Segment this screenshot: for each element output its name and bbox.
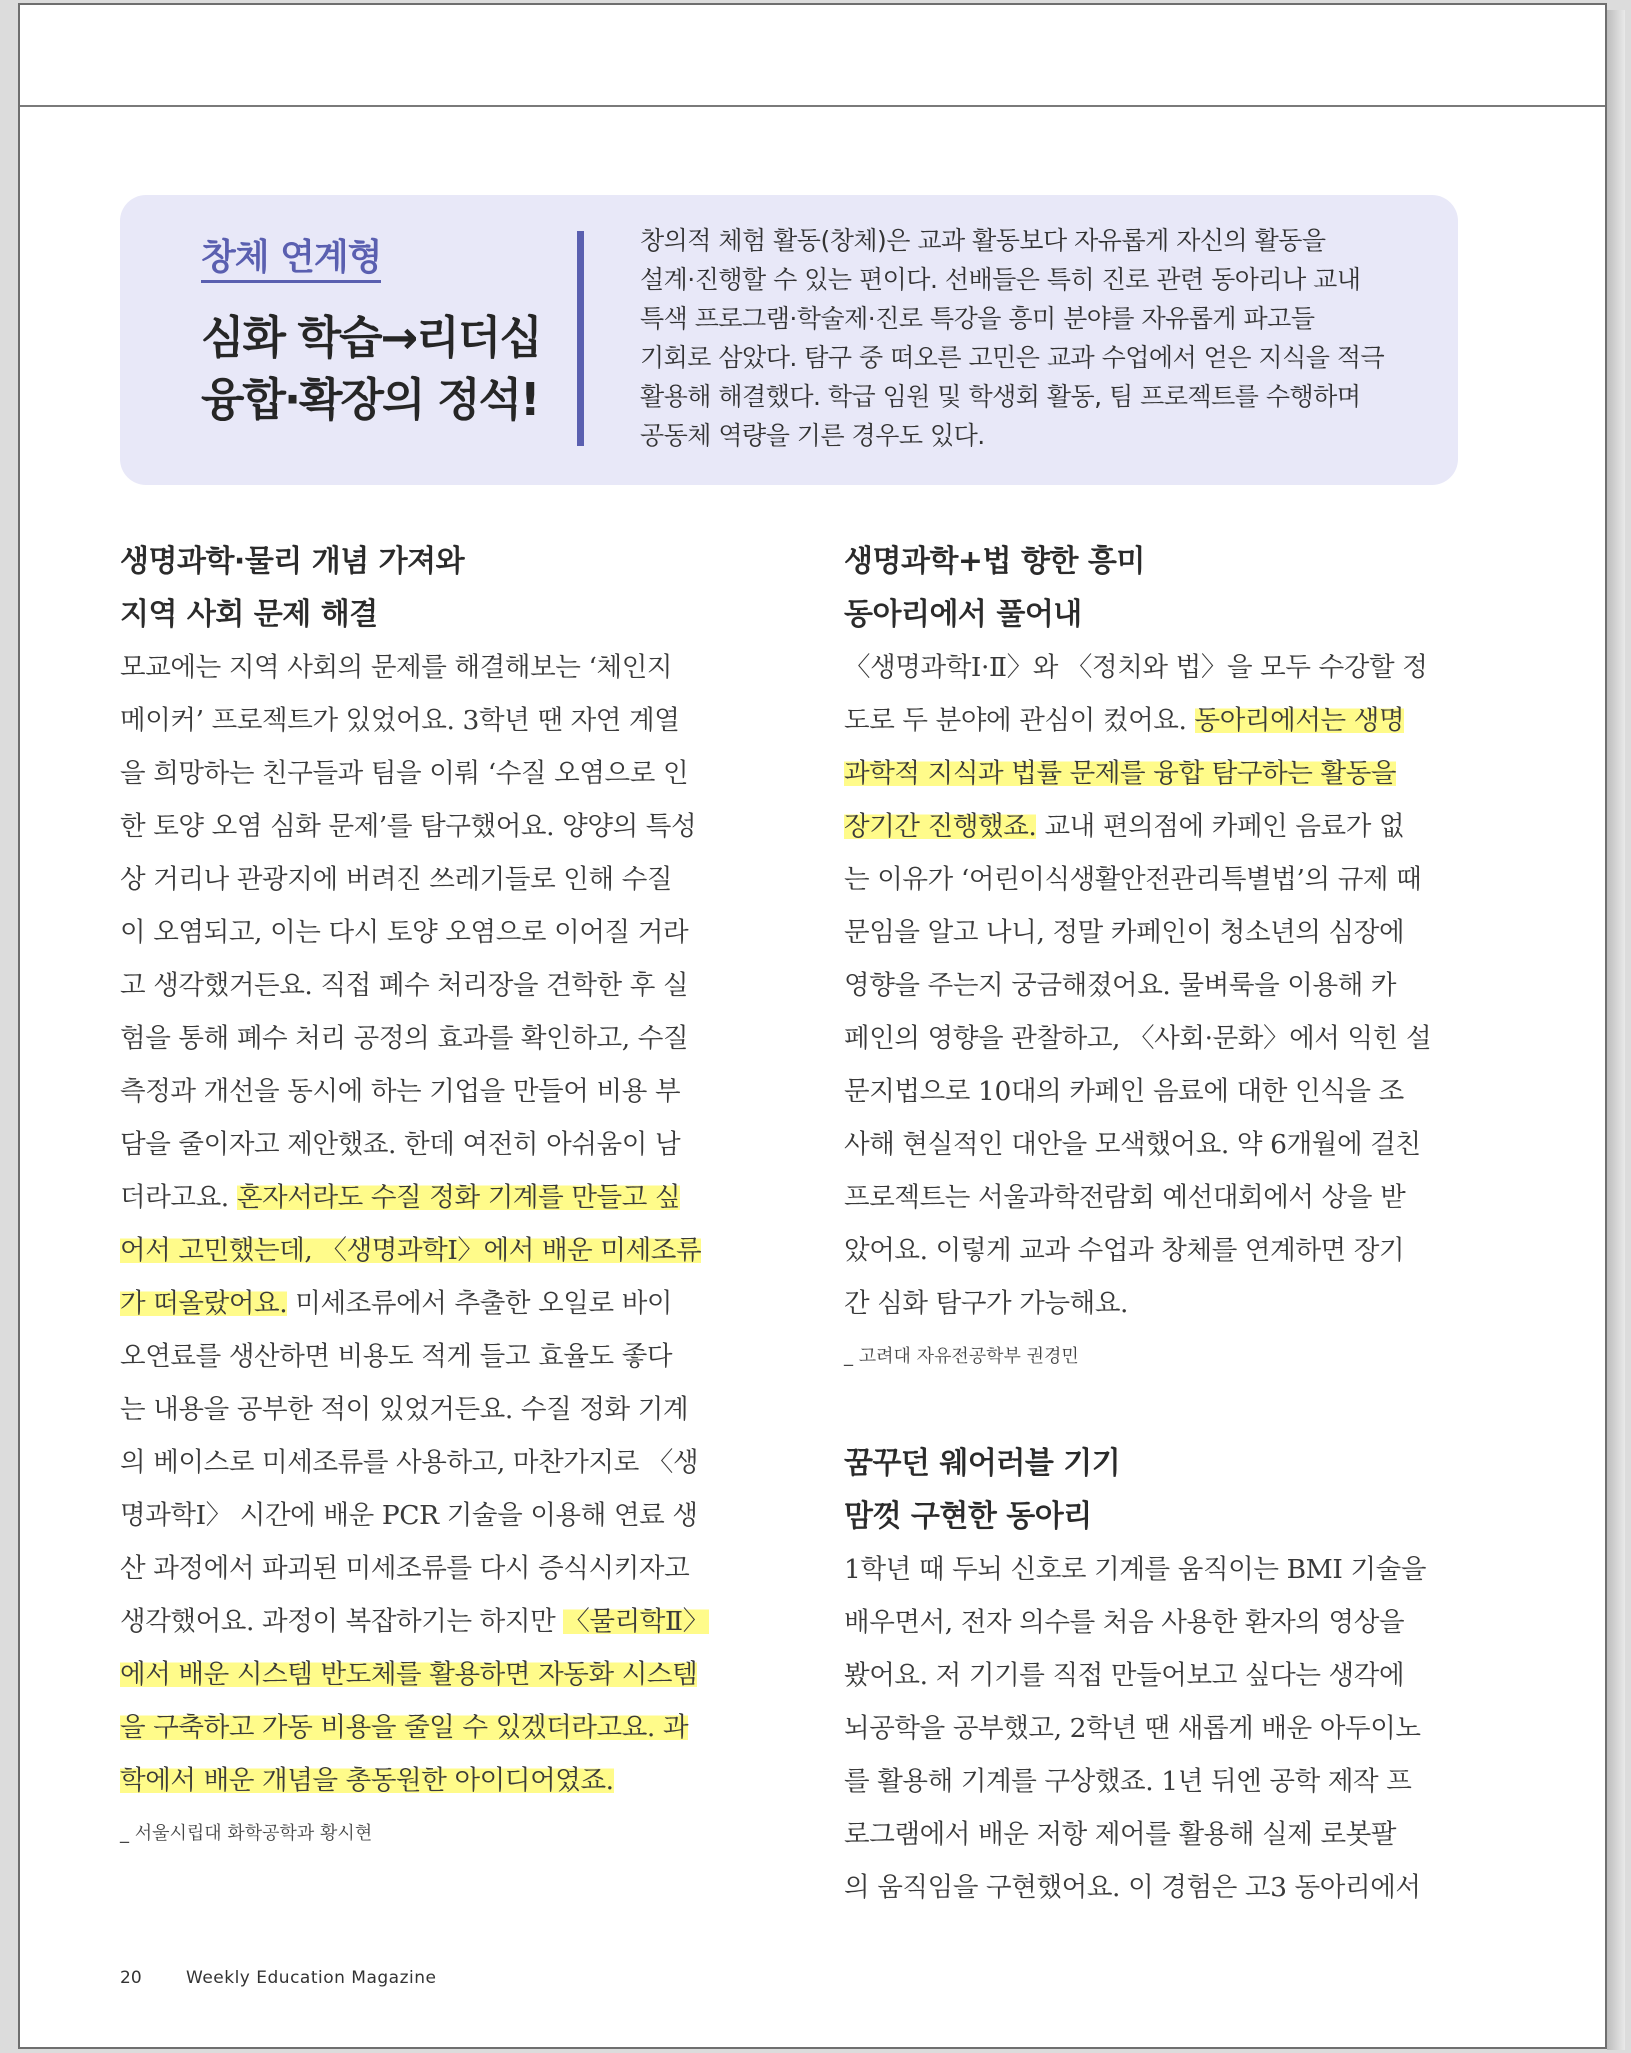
article-1-byline: _ 서울시립대 화학공학과 황시현	[120, 1823, 373, 1844]
body-line	[120, 800, 740, 853]
body-line	[844, 1702, 1464, 1755]
body-text: 문임을 알고 나니, 정말 카페인이 청소년의 심장에	[844, 917, 1405, 948]
article-1	[120, 535, 740, 1845]
body-line	[120, 641, 740, 694]
body-text: 한 토양 오염 심화 문제’를 탐구했어요. 양양의 특성	[120, 811, 697, 842]
body-line	[844, 800, 1464, 853]
body-line	[844, 1012, 1464, 1065]
divider-bar	[577, 231, 584, 446]
body-line	[844, 641, 1464, 694]
body-text: 배우면서, 전자 의수를 처음 사용한 환자의 영상을	[844, 1607, 1405, 1638]
body-line	[844, 1171, 1464, 1224]
article-3	[844, 1437, 1464, 1914]
body-text: 모교에는 지역 사회의 문제를 해결해보는 ‘체인지	[120, 652, 673, 683]
body-line	[120, 906, 740, 959]
body-text: 생각했어요. 과정이 복잡하기는 하지만	[120, 1606, 564, 1637]
body-line	[120, 1171, 740, 1224]
header-rule	[20, 105, 1605, 107]
body-line	[120, 1489, 740, 1542]
heading-line: 생명과학+법 향한 흥미	[844, 544, 1145, 579]
article-2-heading	[844, 535, 1464, 641]
page-edge-shadow	[1607, 10, 1625, 2050]
body-text: 프로젝트는 서울과학전람회 예선대회에서 상을 받	[844, 1182, 1406, 1213]
article-1-heading	[120, 535, 740, 641]
body-line	[844, 1649, 1464, 1702]
magazine-page	[18, 3, 1607, 2049]
body-text: 교내 편의점에 카페인 음료가 없	[1036, 811, 1405, 842]
section-title-line: 심화 학습→리더십	[201, 311, 541, 364]
body-line	[120, 1701, 740, 1754]
section-title	[201, 307, 601, 431]
body-line	[844, 1808, 1464, 1861]
body-line	[120, 959, 740, 1012]
body-line	[120, 1595, 740, 1648]
intro-text-line: 설계·진행할 수 있는 편이다. 선배들은 특히 진로 관련 동아리나 교내	[640, 265, 1361, 294]
body-line	[844, 747, 1464, 800]
article-3-body	[844, 1543, 1464, 1914]
body-text: 고 생각했거든요. 직접 폐수 처리장을 견학한 후 실	[120, 970, 689, 1001]
body-line	[844, 1118, 1464, 1171]
article-2-body	[844, 641, 1464, 1330]
body-line	[120, 1436, 740, 1489]
heading-line: 지역 사회 문제 해결	[120, 597, 378, 632]
body-text: 를 활용해 기계를 구상했죠. 1년 뒤엔 공학 제작 프	[844, 1766, 1412, 1797]
body-line	[844, 853, 1464, 906]
body-text: 영향을 주는지 궁금해졌어요. 물벼룩을 이용해 카	[844, 970, 1397, 1001]
intro-box	[120, 195, 1458, 485]
intro-text-line: 특색 프로그램·학술제·진로 특강을 흥미 분야를 자유롭게 파고들	[640, 304, 1315, 333]
body-text: 뇌공학을 공부했고, 2학년 땐 새롭게 배운 아두이노	[844, 1713, 1421, 1744]
body-text: 았어요. 이렇게 교과 수업과 창체를 연계하면 장기	[844, 1235, 1405, 1266]
body-line	[844, 906, 1464, 959]
body-text: 험을 통해 폐수 처리 공정의 효과를 확인하고, 수질	[120, 1023, 689, 1054]
body-line	[120, 1754, 740, 1807]
highlighted-text: 에서 배운 시스템 반도체를 활용하면 자동화 시스템	[120, 1659, 698, 1690]
body-text: 페인의 영향을 관찰하고, 〈사회·문화〉에서 익힌 설	[844, 1023, 1432, 1054]
body-line	[120, 1330, 740, 1383]
body-line	[120, 1542, 740, 1595]
body-text: 문지법으로 10대의 카페인 음료에 대한 인식을 조	[844, 1076, 1404, 1107]
body-text: 오연료를 생산하면 비용도 적게 들고 효율도 좋다	[120, 1341, 673, 1372]
body-line	[120, 1012, 740, 1065]
highlighted-text: 혼자서라도 수질 정화 기계를 만들고 싶	[236, 1182, 681, 1213]
body-line	[844, 1861, 1464, 1914]
article-2	[844, 535, 1464, 1368]
body-line	[120, 1065, 740, 1118]
intro-text-line: 기회로 삼았다. 탐구 중 떠오른 고민은 교과 수업에서 얻은 지식을 적극	[640, 343, 1385, 372]
body-line	[844, 1065, 1464, 1118]
heading-line: 꿈꾸던 웨어러블 기기	[844, 1446, 1121, 1481]
body-text: 측정과 개선을 동시에 하는 기업을 만들어 비용 부	[120, 1076, 681, 1107]
highlighted-text: 가 떠올랐어요.	[120, 1288, 288, 1319]
body-text: 을 희망하는 친구들과 팀을 이뤄 ‘수질 오염으로 인	[120, 758, 689, 789]
body-text: 간 심화 탐구가 가능해요.	[844, 1288, 1129, 1319]
section-kicker: 창체 연계형	[201, 229, 381, 280]
body-line	[844, 694, 1464, 747]
highlighted-text: 장기간 진행했죠.	[844, 811, 1037, 842]
page-number: 20	[120, 1968, 142, 1988]
body-text: 사해 현실적인 대안을 모색했어요. 약 6개월에 걸친	[844, 1129, 1421, 1160]
body-text: 1학년 때 두뇌 신호로 기계를 움직이는 BMI 기술을	[844, 1554, 1427, 1585]
body-line	[120, 1277, 740, 1330]
body-text: 로그램에서 배운 저항 제어를 활용해 실제 로봇팔	[844, 1819, 1397, 1850]
body-line	[844, 1224, 1464, 1277]
article-2-byline: _ 고려대 자유전공학부 권경민	[844, 1346, 1079, 1367]
body-text: 는 내용을 공부한 적이 있었거든요. 수질 정화 기계	[120, 1394, 689, 1425]
body-line	[844, 1596, 1464, 1649]
highlighted-text: 과학적 지식과 법률 문제를 융합 탐구하는 활동을	[844, 758, 1397, 789]
body-line	[120, 1224, 740, 1277]
heading-line: 생명과학·물리 개념 가져와	[120, 544, 465, 579]
section-title-line: 융합·확장의 정석!	[201, 373, 539, 426]
highlighted-text: 〈물리학Ⅱ〉	[563, 1606, 709, 1637]
article-3-heading	[844, 1437, 1464, 1543]
body-line	[844, 1543, 1464, 1596]
highlighted-text: 동아리에서는 생명	[1194, 705, 1405, 736]
body-line	[120, 747, 740, 800]
body-line	[120, 853, 740, 906]
body-line	[120, 1648, 740, 1701]
intro-text-line: 활용해 해결했다. 학급 임원 및 학생회 활동, 팀 프로젝트를 수행하며	[640, 382, 1361, 411]
body-text: 는 이유가 ‘어린이식생활안전관리특별법’의 규제 때	[844, 864, 1422, 895]
body-text: 더라고요.	[120, 1182, 237, 1213]
body-text: 이 오염되고, 이는 다시 토양 오염으로 이어질 거라	[120, 917, 689, 948]
body-text: 메이커’ 프로젝트가 있었어요. 3학년 땐 자연 계열	[120, 705, 680, 736]
highlighted-text: 어서 고민했는데, 〈생명과학Ⅰ〉에서 배운 미세조류	[120, 1235, 702, 1266]
body-text: 의 베이스로 미세조류를 사용하고, 마찬가지로 〈생	[120, 1447, 699, 1478]
article-1-body	[120, 641, 740, 1807]
body-line	[844, 1277, 1464, 1330]
body-line	[120, 694, 740, 747]
body-text: 봤어요. 저 기기를 직접 만들어보고 싶다는 생각에	[844, 1660, 1405, 1691]
intro-text	[640, 221, 1430, 455]
body-text: 미세조류에서 추출한 오일로 바이	[287, 1288, 673, 1319]
highlighted-text: 을 구축하고 가동 비용을 줄일 수 있겠더라고요. 과	[120, 1712, 689, 1743]
body-line	[120, 1118, 740, 1171]
body-line	[844, 1755, 1464, 1808]
body-text: 〈생명과학Ⅰ·Ⅱ〉와 〈정치와 법〉을 모두 수강할 정	[844, 652, 1428, 683]
body-line	[120, 1383, 740, 1436]
body-text: 명과학Ⅰ〉 시간에 배운 PCR 기술을 이용해 연료 생	[120, 1500, 698, 1531]
intro-text-line: 창의적 체험 활동(창체)은 교과 활동보다 자유롭게 자신의 활동을	[640, 226, 1326, 255]
body-text: 상 거리나 관광지에 버려진 쓰레기들로 인해 수질	[120, 864, 673, 895]
magazine-name: Weekly Education Magazine	[186, 1968, 437, 1988]
body-text: 산 과정에서 파괴된 미세조류를 다시 증식시키자고	[120, 1553, 690, 1584]
body-text: 도로 두 분야에 관심이 컸어요.	[844, 705, 1195, 736]
body-text: 의 움직임을 구현했어요. 이 경험은 고3 동아리에서	[844, 1872, 1421, 1903]
heading-line: 동아리에서 풀어내	[844, 597, 1082, 632]
heading-line: 맘껏 구현한 동아리	[844, 1499, 1092, 1534]
intro-text-line: 공동체 역량을 기른 경우도 있다.	[640, 421, 985, 450]
body-line	[844, 959, 1464, 1012]
highlighted-text: 학에서 배운 개념을 총동원한 아이디어였죠.	[120, 1765, 614, 1796]
body-text: 담을 줄이자고 제안했죠. 한데 여전히 아쉬움이 남	[120, 1129, 681, 1160]
